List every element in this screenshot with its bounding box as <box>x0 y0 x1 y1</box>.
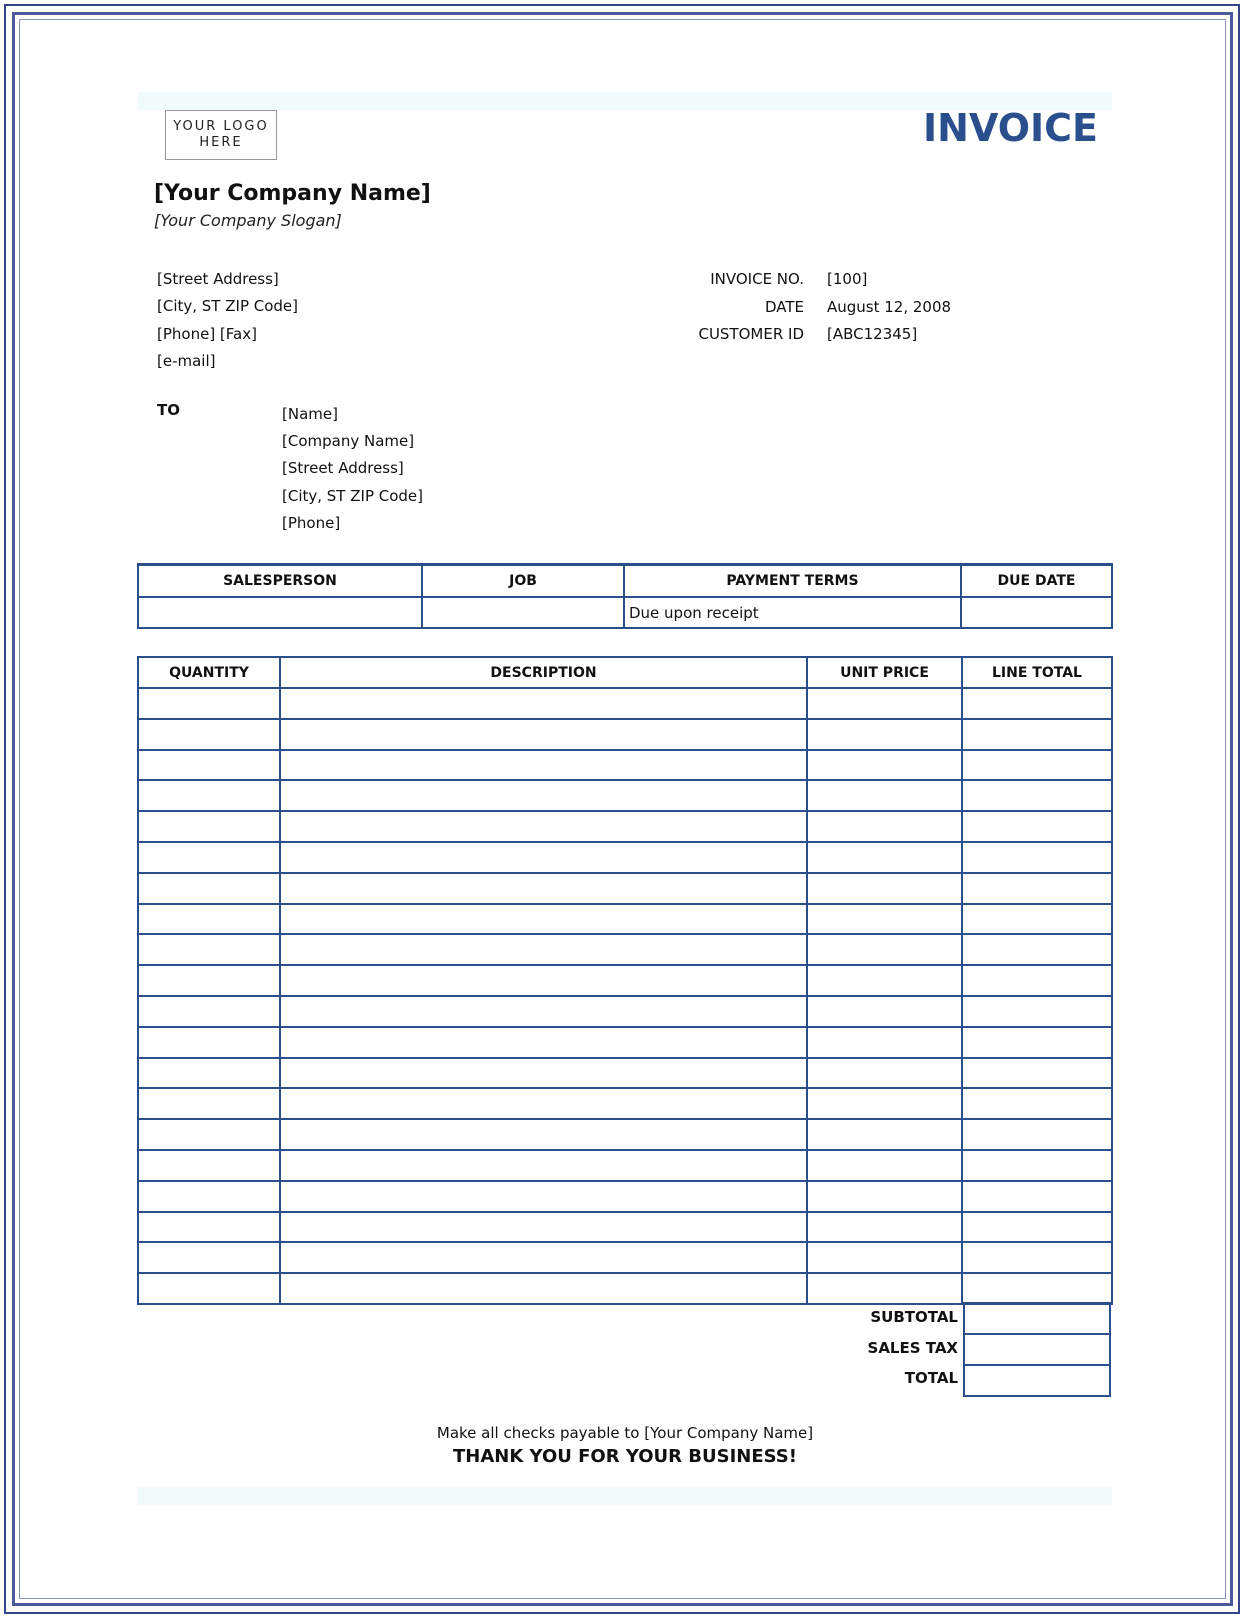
quantity-cell[interactable] <box>138 811 280 842</box>
line-total-cell[interactable] <box>962 1181 1112 1212</box>
line-item-row <box>138 1119 1112 1150</box>
date-label: DATE <box>764 297 804 316</box>
quantity-cell[interactable] <box>138 873 280 904</box>
description-cell[interactable] <box>280 750 807 781</box>
unit-price-cell[interactable] <box>807 873 962 904</box>
line-items-table <box>137 656 1113 1305</box>
line-item-row <box>138 719 1112 750</box>
recipient-street: [Street Address] <box>282 459 404 478</box>
line-item-row <box>138 811 1112 842</box>
quantity-cell[interactable] <box>138 904 280 935</box>
payment-terms-cell[interactable]: Due upon receipt <box>624 597 961 628</box>
job-cell[interactable] <box>422 597 624 628</box>
line-total-cell[interactable] <box>962 904 1112 935</box>
payment-terms-header: PAYMENT TERMS <box>624 565 961 598</box>
description-cell[interactable] <box>280 780 807 811</box>
sender-city: [City, ST ZIP Code] <box>157 297 299 316</box>
unit-price-cell[interactable] <box>807 1119 962 1150</box>
description-cell[interactable] <box>280 719 807 750</box>
unit-price-header: UNIT PRICE <box>807 657 962 688</box>
line-total-cell[interactable] <box>962 1273 1112 1304</box>
quantity-header: QUANTITY <box>138 657 280 688</box>
line-total-cell[interactable] <box>962 1242 1112 1273</box>
line-total-cell[interactable] <box>962 1027 1112 1058</box>
quantity-cell[interactable] <box>138 719 280 750</box>
line-total-cell[interactable] <box>962 934 1112 965</box>
totals-table <box>963 1302 1111 1397</box>
quantity-cell[interactable] <box>138 1088 280 1119</box>
unit-price-cell[interactable] <box>807 688 962 719</box>
line-item-row <box>138 965 1112 996</box>
quantity-cell[interactable] <box>138 1212 280 1243</box>
totals-labels <box>868 1302 958 1394</box>
unit-price-cell[interactable] <box>807 904 962 935</box>
salesperson-cell[interactable] <box>138 597 422 628</box>
unit-price-cell[interactable] <box>807 965 962 996</box>
line-total-cell[interactable] <box>962 873 1112 904</box>
unit-price-cell[interactable] <box>807 750 962 781</box>
line-item-row <box>138 1273 1112 1304</box>
invoice-no-value: [100] <box>827 270 868 288</box>
unit-price-cell[interactable] <box>807 1058 962 1089</box>
line-total-cell[interactable] <box>962 1058 1112 1089</box>
sender-email: [e-mail] <box>157 351 216 370</box>
quantity-cell[interactable] <box>138 842 280 873</box>
line-total-cell[interactable] <box>962 996 1112 1027</box>
description-cell[interactable] <box>280 1119 807 1150</box>
line-item-row <box>138 934 1112 965</box>
customer-id-value: [ABC12345] <box>827 325 918 343</box>
invoice-title: INVOICE <box>923 106 1098 150</box>
total-value-cell[interactable] <box>964 1365 1110 1396</box>
quantity-cell[interactable] <box>138 1027 280 1058</box>
unit-price-cell[interactable] <box>807 811 962 842</box>
line-item-row <box>138 1027 1112 1058</box>
recipient-city: [City, ST ZIP Code] <box>282 486 424 505</box>
description-cell[interactable] <box>280 904 807 935</box>
line-total-header: LINE TOTAL <box>962 657 1112 688</box>
description-cell[interactable] <box>280 811 807 842</box>
quantity-cell[interactable] <box>138 1273 280 1304</box>
subtotal-value-cell[interactable] <box>964 1303 1110 1334</box>
footer-tint-band <box>138 1487 1112 1505</box>
description-cell[interactable] <box>280 1242 807 1273</box>
line-item-row <box>138 1150 1112 1181</box>
line-total-cell[interactable] <box>962 1150 1112 1181</box>
invoice-meta-labels <box>698 266 804 349</box>
subtotal-label: SUBTOTAL <box>870 1308 958 1326</box>
recipient-address <box>282 401 423 537</box>
quantity-cell[interactable] <box>138 934 280 965</box>
line-item-row <box>138 1058 1112 1089</box>
line-item-row <box>138 688 1112 719</box>
sender-phone-fax: [Phone] [Fax] <box>157 324 257 343</box>
to-label: TO <box>157 401 180 419</box>
quantity-cell[interactable] <box>138 1058 280 1089</box>
line-total-cell[interactable] <box>962 811 1112 842</box>
description-cell[interactable] <box>280 1181 807 1212</box>
line-total-cell[interactable] <box>962 750 1112 781</box>
recipient-company: [Company Name] <box>282 432 415 451</box>
line-item-row <box>138 873 1112 904</box>
line-item-row <box>138 1181 1112 1212</box>
payment-note: Make all checks payable to [Your Company Name] <box>436 1424 814 1442</box>
quantity-cell[interactable] <box>138 750 280 781</box>
line-item-row <box>138 996 1112 1027</box>
description-cell[interactable] <box>280 934 807 965</box>
thank-you-message: THANK YOU FOR YOUR BUSINESS! <box>453 1446 797 1467</box>
description-cell[interactable] <box>280 1027 807 1058</box>
date-value: August 12, 2008 <box>827 297 952 316</box>
line-total-cell[interactable] <box>962 719 1112 750</box>
line-item-row <box>138 904 1112 935</box>
due-date-cell[interactable] <box>961 597 1112 628</box>
quantity-cell[interactable] <box>138 996 280 1027</box>
line-total-cell[interactable] <box>962 1088 1112 1119</box>
quantity-cell[interactable] <box>138 780 280 811</box>
unit-price-cell[interactable] <box>807 1088 962 1119</box>
line-total-cell[interactable] <box>962 688 1112 719</box>
total-label: TOTAL <box>904 1369 958 1388</box>
description-cell[interactable] <box>280 1150 807 1181</box>
due-date-header: DUE DATE <box>961 565 1112 598</box>
sales-tax-label: SALES TAX <box>867 1338 958 1357</box>
description-cell[interactable] <box>280 1273 807 1304</box>
unit-price-cell[interactable] <box>807 780 962 811</box>
company-name: [Your Company Name] <box>154 181 431 206</box>
description-cell[interactable] <box>280 842 807 873</box>
line-total-cell[interactable] <box>962 965 1112 996</box>
line-item-row <box>138 1242 1112 1273</box>
unit-price-cell[interactable] <box>807 842 962 873</box>
invoice-no-label: INVOICE NO. <box>710 270 804 288</box>
sender-address <box>157 266 298 375</box>
unit-price-cell[interactable] <box>807 1273 962 1304</box>
line-item-row <box>138 1088 1112 1119</box>
logo-text: YOUR LOGO HERE <box>173 119 269 150</box>
description-cell[interactable] <box>280 688 807 719</box>
quantity-cell[interactable] <box>138 965 280 996</box>
unit-price-cell[interactable] <box>807 719 962 750</box>
line-item-row <box>138 780 1112 811</box>
invoice-meta-values <box>827 266 951 349</box>
description-header: DESCRIPTION <box>280 657 807 688</box>
recipient-phone: [Phone] <box>282 513 341 532</box>
line-total-cell[interactable] <box>962 842 1112 873</box>
unit-price-cell[interactable] <box>807 934 962 965</box>
quantity-cell[interactable] <box>138 1181 280 1212</box>
unit-price-cell[interactable] <box>807 1150 962 1181</box>
logo-placeholder <box>165 110 277 160</box>
job-table <box>137 563 1113 629</box>
quantity-cell[interactable] <box>138 1150 280 1181</box>
sales-tax-value-cell[interactable] <box>964 1334 1110 1365</box>
line-total-cell[interactable] <box>962 780 1112 811</box>
description-cell[interactable] <box>280 1088 807 1119</box>
unit-price-cell[interactable] <box>807 1212 962 1243</box>
quantity-cell[interactable] <box>138 1119 280 1150</box>
job-header: JOB <box>422 565 624 598</box>
line-total-cell[interactable] <box>962 1119 1112 1150</box>
description-cell[interactable] <box>280 965 807 996</box>
recipient-name: [Name] <box>282 405 338 423</box>
customer-id-label: CUSTOMER ID <box>698 325 804 343</box>
description-cell[interactable] <box>280 996 807 1027</box>
description-cell[interactable] <box>280 873 807 904</box>
unit-price-cell[interactable] <box>807 1181 962 1212</box>
salesperson-header: SALESPERSON <box>138 565 422 598</box>
description-cell[interactable] <box>280 1212 807 1243</box>
sender-street: [Street Address] <box>157 270 279 288</box>
description-cell[interactable] <box>280 1058 807 1089</box>
company-slogan: [Your Company Slogan] <box>154 211 342 230</box>
quantity-cell[interactable] <box>138 688 280 719</box>
quantity-cell[interactable] <box>138 1242 280 1273</box>
line-item-row <box>138 1212 1112 1243</box>
line-total-cell[interactable] <box>962 1212 1112 1243</box>
line-item-row <box>138 842 1112 873</box>
unit-price-cell[interactable] <box>807 1027 962 1058</box>
line-item-row <box>138 750 1112 781</box>
unit-price-cell[interactable] <box>807 1242 962 1273</box>
unit-price-cell[interactable] <box>807 996 962 1027</box>
